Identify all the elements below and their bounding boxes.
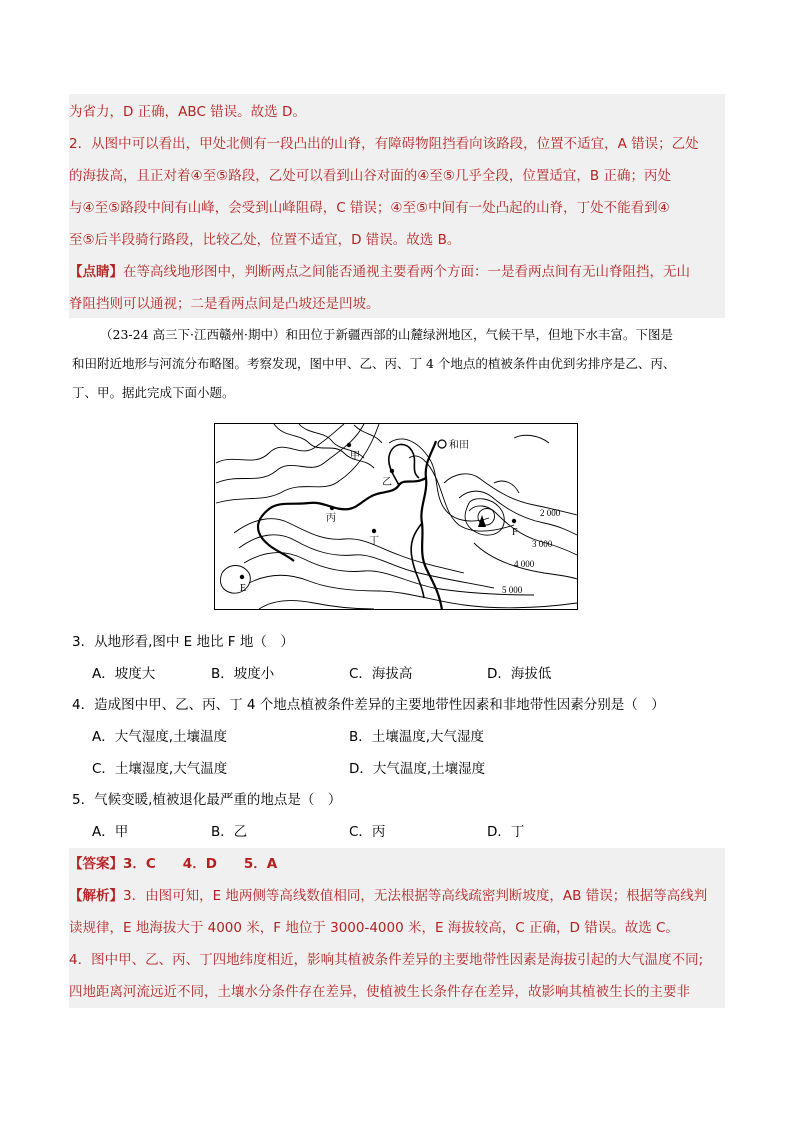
tip-line: 脊阻挡则可以通视；二是看两点间是凸坡还是凹坡。	[69, 296, 380, 312]
label-f: F	[512, 527, 518, 538]
q5-option-b: B．乙	[211, 824, 248, 840]
analysis-line	[69, 880, 725, 912]
point-f	[512, 519, 516, 523]
answer-line	[69, 848, 725, 880]
contour-label-4000: 4 000	[514, 559, 535, 569]
contour-label-5000: 5 000	[502, 585, 523, 595]
contour-label-3000: 3 000	[532, 539, 553, 549]
q5-option-c: C．丙	[349, 824, 386, 840]
explanation-line: 为省力，D 正确，ABC 错误。故选 D。	[69, 104, 306, 120]
question-4: 4．造成图中甲、乙、丙、丁 4 个地点植被条件差异的主要地带性因素和非地带性因素分别是（ ）	[72, 697, 665, 713]
q3-option-a: A．坡度大	[92, 666, 156, 682]
q5-option-d: D．丁	[487, 824, 525, 840]
stem-line: 和田附近地形与河流分布略图。考察发现，图中甲、乙、丙、丁 4 个地点的植被条件由优到劣排序是乙、丙、	[72, 356, 676, 371]
explanation-block	[69, 94, 725, 318]
q3-option-d: D．海拔低	[487, 666, 552, 682]
label-hetian: 和田	[449, 440, 469, 451]
point-e	[240, 575, 244, 579]
explanation-line: 与④至⑤路段中间有山峰，会受到山峰阻碍，C 错误；④至⑤中间有一处凸起的山脊，丁处不能看到④	[69, 200, 670, 216]
question-5: 5．气候变暖,植被退化最严重的地点是（ ）	[72, 792, 342, 808]
point-ding	[372, 529, 376, 533]
tip-label: 【点睛】	[69, 264, 123, 280]
tip-line	[69, 256, 725, 288]
analysis-line: 4．图中甲、乙、丙、丁四地纬度相近，影响其植被条件差异的主要地带性因素是海拔引起的大气温度不同;	[69, 952, 704, 968]
q5-option-a: A．甲	[92, 824, 129, 840]
analysis-label: 【解析】	[69, 888, 123, 904]
contour-label-2000: 2 000	[540, 508, 561, 518]
point-yi	[390, 469, 394, 473]
explanation-line: 的海拔高，且正对着④至⑤路段，乙处可以看到山谷对面的④至⑤几乎全段，位置适宜，B 正确；丙处	[69, 168, 671, 184]
label-ding: 丁	[369, 536, 379, 547]
answer-text: 3．C 4．D 5．A	[123, 856, 278, 872]
explanation-line: 至⑤后半段骑行路段，比较乙处，位置不适宜，D 错误。故选 B。	[69, 232, 461, 248]
stem-line: 丁、甲。据此完成下面小题。	[72, 385, 235, 400]
analysis-line: 读规律，E 地海拔大于 4000 米，F 地位于 3000-4000 米，E 海拔较高，C 正确，D 错误。故选 C。	[69, 920, 679, 936]
question-stem	[72, 320, 724, 407]
point-jia	[347, 443, 351, 447]
label-e: E	[240, 583, 247, 594]
label-jia: 甲	[350, 451, 360, 462]
q3-option-b: B．坡度小	[211, 666, 275, 682]
stem-line: （23-24 高三下·江西赣州·期中）和田位于新疆西部的山麓绿洲地区，气候干旱，但地下水丰富。下图是	[100, 327, 673, 342]
answer-block	[69, 848, 725, 1008]
label-yi: 乙	[382, 477, 392, 488]
tip-text: 在等高线地形图中，判断两点之间能否通视主要看两个方面：一是看两点间有无山脊阻挡，无山	[123, 264, 690, 280]
q4-option-a: A．大气湿度,土壤温度	[92, 729, 228, 745]
explanation-line: 2．从图中可以看出，甲处北侧有一段凸出的山脊，有障碍物阻挡看向该路段，位置不适宜，A 错误；乙处	[69, 136, 699, 152]
q4-option-b: B．土壤温度,大气湿度	[349, 729, 485, 745]
analysis-line: 四地距离河流远近不同，土壤水分条件存在差异，使植被生长条件存在差异，故影响其植被生长的主要非	[69, 984, 690, 1000]
hetian-marker	[438, 440, 446, 448]
answer-label: 【答案】	[69, 856, 123, 872]
question-3: 3．从地形看,图中 E 地比 F 地（ ）	[72, 634, 294, 650]
q4-option-c: C．土壤湿度,大气温度	[92, 761, 228, 777]
label-bing: 丙	[326, 513, 336, 524]
q4-option-d: D．大气温度,土壤湿度	[349, 761, 486, 777]
point-bing	[330, 506, 334, 510]
q3-option-c: C．海拔高	[349, 666, 413, 682]
terrain-river-map	[214, 423, 578, 610]
analysis-text: 3．由图可知，E 地两侧等高线数值相同，无法根据等高线疏密判断坡度，AB 错误；根据等高线判	[123, 888, 708, 904]
